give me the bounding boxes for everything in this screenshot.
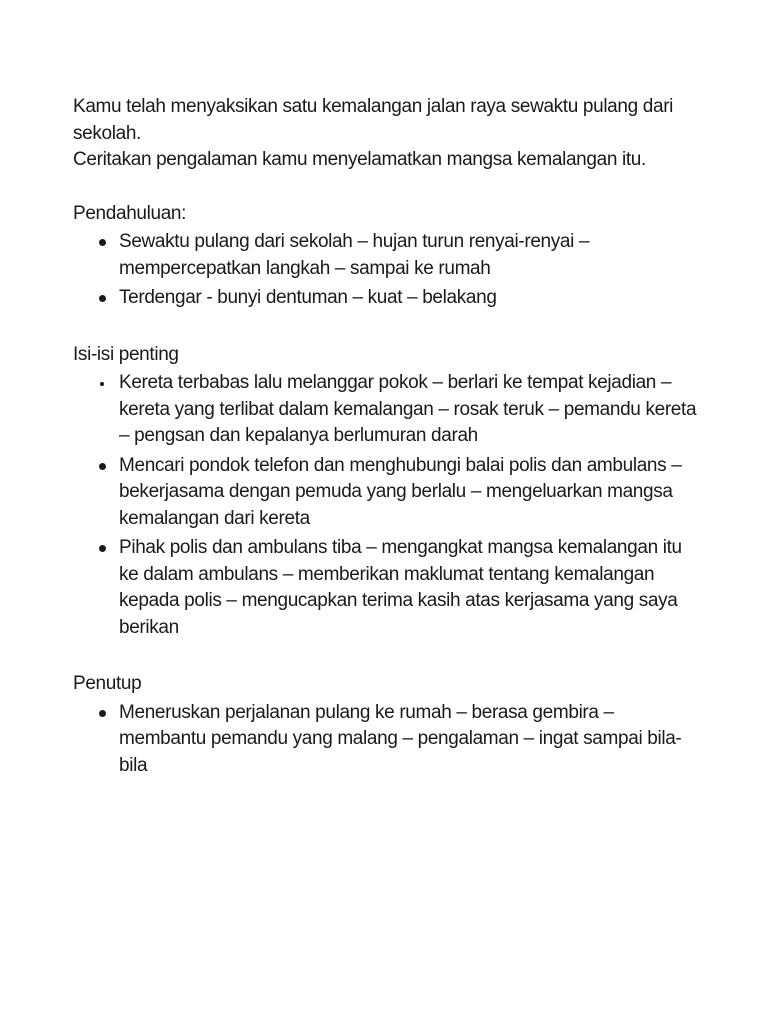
list-item: [73, 453, 703, 533]
bullet-icon: [99, 463, 106, 470]
question-line: Kamu telah menyaksikan satu kemalangan jalan raya sewaktu pulang dari sekolah.: [73, 96, 674, 144]
question-instruction: Ceritakan pengalaman kamu menyelamatkan mangsa kemalangan itu.: [73, 149, 646, 170]
bullet-icon: [99, 239, 106, 246]
list-item-text: Pihak polis dan ambulans tiba – mengangkat mangsa kemalangan itu ke dalam ambulans – memberikan maklumat tentang kemalangan kepada polis – mengucapkan terima kasih atas kerjasama yang saya berikan: [119, 537, 682, 638]
bullet-icon: [99, 295, 106, 302]
spacer: [73, 315, 703, 342]
section-heading-pendahuluan: Pendahuluan:: [73, 202, 187, 224]
document-body: [73, 94, 703, 782]
list-item-text: Terdengar - bunyi dentuman – kuat – belakang: [119, 287, 497, 308]
section-heading-isi-isi-penting: Isi-isi penting: [73, 343, 179, 365]
list-item: [73, 370, 703, 450]
bullet-icon: [99, 545, 106, 552]
list-item: [73, 700, 703, 780]
list-item-text: Mencari pondok telefon dan menghubungi balai polis dan ambulans – bekerjasama dengan pemuda yang berlalu – mengeluarkan mangsa kemalangan dari kereta: [119, 454, 682, 529]
bullet-icon: [99, 710, 106, 717]
list-item: [73, 229, 703, 282]
spacer: [73, 174, 703, 201]
bullet-icon: [100, 382, 104, 386]
pendahuluan-list: [73, 229, 703, 312]
penutup-list: [73, 700, 703, 780]
list-item-text: Sewaktu pulang dari sekolah – hujan turun renyai-renyai – mempercepatkan langkah – sampai ke rumah: [119, 231, 590, 279]
spacer: [73, 644, 703, 671]
isi-penting-list: [73, 370, 703, 641]
list-item: [73, 285, 703, 312]
list-item-text: Kereta terbabas lalu melanggar pokok – berlari ke tempat kejadian – kereta yang terlibat dalam kemalangan – rosak teruk – pemandu kereta – pengsan dan kepalanya berlumuran darah: [119, 372, 697, 446]
list-item-text: Meneruskan perjalanan pulang ke rumah – berasa gembira – membantu pemandu yang malang – pengalaman – ingat sampai bila-bila: [119, 701, 682, 776]
list-item: [73, 535, 703, 641]
section-heading-penutup: Penutup: [73, 673, 142, 694]
